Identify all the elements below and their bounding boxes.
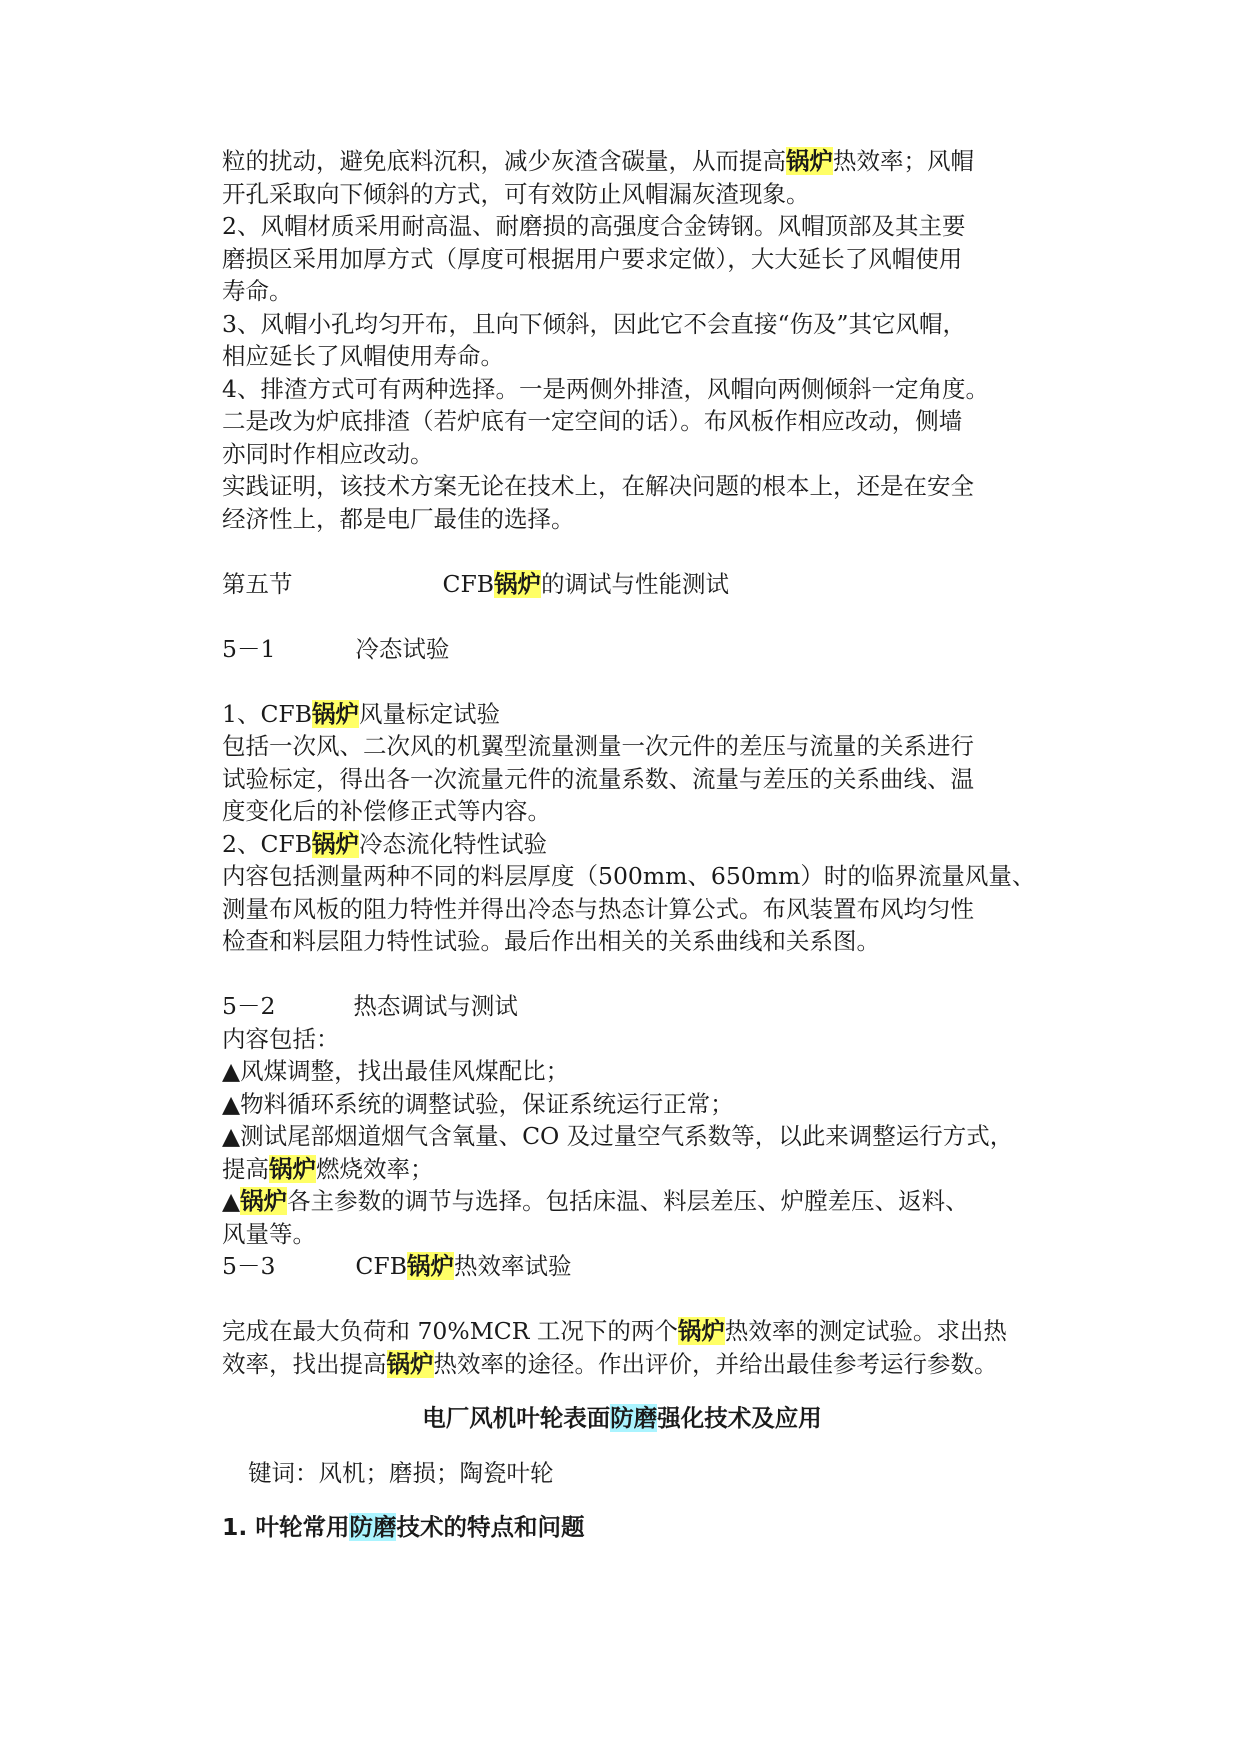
text-line: 相应延长了风帽使用寿命。 (222, 342, 504, 370)
text-line: 包括一次风、二次风的机翼型流量测量一次元件的差压与流量的关系进行 (222, 732, 974, 760)
highlighted-keyword: 防磨 (610, 1404, 658, 1432)
text-run: 热效率的途径。作出评价，并给出最佳参考运行参数。 (433, 1349, 998, 1378)
text-run: 燃烧效率； (316, 1154, 434, 1183)
text-line: 度变化后的补偿修正式等内容。 (222, 797, 551, 825)
highlighted-keyword: 锅炉 (240, 1187, 288, 1215)
highlighted-keyword: 锅炉 (312, 699, 360, 728)
bullet-item: ▲风煤调整，找出最佳风煤配比； (222, 1057, 570, 1085)
text-run: 粒的扰动，避免底料沉积，减少灰渣含碳量，从而提高 (222, 147, 786, 175)
text-run: 的调试与性能测试 (541, 569, 730, 598)
blank-line (222, 600, 1022, 633)
section-heading (222, 568, 1022, 601)
blank-line (222, 535, 1022, 568)
subsection-title: 冷态试验 (355, 634, 450, 663)
text-run: 技术的特点和问题 (396, 1513, 585, 1541)
text-line: 磨损区采用加厚方式（厚度可根据用户要求定做），大大延长了风帽使用 (222, 244, 963, 273)
spacer (222, 1489, 1022, 1511)
subsection-title: 热态调试与测试 (353, 992, 518, 1020)
text-line: 3、风帽小孔均匀开布，且向下倾斜，因此它不会直接“伤及”其它风帽， (222, 309, 966, 338)
text-line (222, 145, 1022, 178)
highlighted-keyword: 锅炉 (677, 1317, 725, 1345)
highlighted-keyword: 防磨 (349, 1513, 397, 1541)
highlighted-keyword: 锅炉 (269, 1154, 316, 1183)
text-run: 热效率；风帽 (833, 147, 974, 175)
text-line: 测量布风板的阻力特性并得出冷态与热态计算公式。布风装置布风均匀性 (222, 894, 974, 923)
item-heading (222, 698, 1022, 731)
text-run: 提高 (222, 1154, 269, 1183)
text-line: 试验标定，得出各一次流量元件的流量系数、流量与差压的关系曲线、温 (222, 764, 974, 793)
text-run: 风量标定试验 (359, 699, 501, 728)
text-line: 开孔采取向下倾斜的方式，可有效防止风帽漏灰渣现象。 (222, 179, 810, 208)
text-line: 检查和料层阻力特性试验。最后作出相关的关系曲线和关系图。 (222, 927, 880, 955)
text-line: 实践证明，该技术方案无论在技术上，在解决问题的根本上，还是在安全 (222, 472, 974, 500)
spacer (222, 1380, 1022, 1402)
section-label: 第五节 (222, 569, 293, 598)
bullet-icon: ▲ (222, 1187, 241, 1215)
text-line (222, 1315, 1022, 1348)
text-line: 2、风帽材质采用耐高温、耐磨损的高强度合金铸钢。风帽顶部及其主要 (222, 212, 966, 240)
article-heading-1 (222, 1511, 1022, 1544)
bullet-item (222, 1185, 1022, 1218)
text-run: CFB (355, 1252, 407, 1280)
text-line: 寿命。 (222, 277, 293, 305)
blank-line (222, 958, 1022, 991)
text-line: 经济性上，都是电厂最佳的选择。 (222, 504, 575, 533)
subsection-heading (222, 1250, 1022, 1283)
text-run: 效率，找出提高 (222, 1349, 387, 1378)
text-run: 1、CFB (222, 699, 313, 728)
blank-line (222, 1283, 1022, 1316)
article-title (222, 1402, 1022, 1435)
text-line: 风量等。 (222, 1219, 316, 1248)
highlighted-keyword: 锅炉 (406, 1252, 454, 1280)
subsection-heading (222, 633, 1022, 666)
text-line (222, 1348, 1022, 1381)
text-run: 2、CFB (222, 829, 313, 858)
text-line: 亦同时作相应改动。 (222, 439, 434, 468)
text-line: 内容包括： (222, 1024, 340, 1053)
blank-line (222, 665, 1022, 698)
highlighted-keyword: 锅炉 (312, 829, 360, 858)
subsection-heading (222, 990, 1022, 1023)
text-run: 冷态流化特性试验 (359, 829, 548, 858)
text-line (222, 1153, 1022, 1186)
text-line: 二是改为炉底排渣（若炉底有一定空间的话）。布风板作相应改动，侧墙 (222, 407, 963, 435)
text-run: 完成在最大负荷和 70%MCR 工况下的两个 (222, 1317, 678, 1345)
highlighted-keyword: 锅炉 (786, 147, 833, 175)
bullet-item: ▲测试尾部烟道烟气含氧量、CO 及过量空气系数等，以此来调整运行方式， (222, 1122, 1014, 1150)
text-run: 1. 叶轮常用 (222, 1513, 350, 1541)
bullet-item: ▲物料循环系统的调整试验，保证系统运行正常； (222, 1089, 734, 1118)
text-line: 内容包括测量两种不同的料层厚度（500mm、650mm）时的临界流量风量、 (222, 862, 1036, 890)
article-keywords: 键词：风机；磨损；陶瓷叶轮 (248, 1458, 554, 1487)
subsection-label: 5－3 (222, 1252, 276, 1280)
spacer (222, 1435, 1022, 1457)
text-run: 各主参数的调节与选择。包括床温、料层差压、炉膛差压、返料、 (287, 1187, 969, 1215)
subsection-label: 5－1 (222, 634, 276, 663)
highlighted-keyword: 锅炉 (494, 569, 542, 598)
document-page (222, 145, 1036, 1544)
text-run: 热效率的测定试验。求出热 (724, 1317, 1007, 1345)
text-run: 电厂风机叶轮表面 (422, 1404, 611, 1432)
highlighted-keyword: 锅炉 (386, 1349, 434, 1378)
subsection-label: 5－2 (222, 992, 276, 1020)
text-line: 4、排渣方式可有两种选择。一是两侧外排渣，风帽向两侧倾斜一定角度。 (222, 374, 989, 403)
text-run: 强化技术及应用 (657, 1404, 822, 1432)
item-heading (222, 828, 1022, 861)
text-run: CFB (442, 569, 495, 598)
text-run: 热效率试验 (453, 1252, 572, 1280)
